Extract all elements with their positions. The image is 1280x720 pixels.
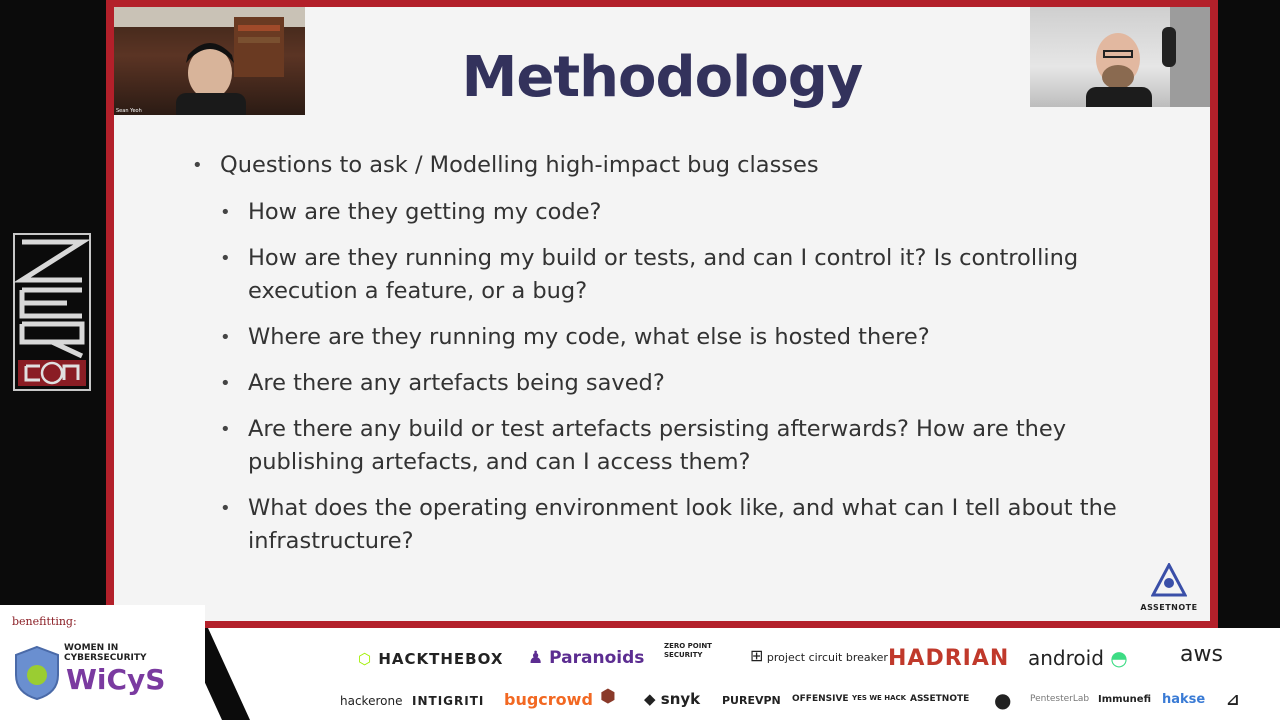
subbullet-item xyxy=(220,492,1152,558)
sponsor-label: HACKTHEBOX xyxy=(378,650,504,668)
sponsor-paranoids xyxy=(528,648,644,668)
sponsor-label: android xyxy=(1028,646,1104,670)
sponsor-label: snyk xyxy=(660,690,701,708)
slide-title: Methodology xyxy=(461,45,863,110)
bullet-list xyxy=(192,149,1152,571)
subbullet-text: Are there any build or test artefacts persisting afterwards? How are they publishing artefacts, and can I access them? xyxy=(248,416,1067,475)
sponsor-hackerone xyxy=(340,694,402,708)
bullet-dot-icon: • xyxy=(220,202,231,223)
sponsor-7a-icon: ⊿ xyxy=(1226,690,1240,709)
assetnote-triangle-icon xyxy=(1151,563,1187,597)
hackthebox-cube-icon: ⬡ xyxy=(358,650,373,668)
webcam-name-label: Sean Yeoh xyxy=(116,108,142,114)
circuit-breaker-icon: ⊞ xyxy=(750,646,764,665)
bullet-item xyxy=(192,149,1152,182)
sponsor-hadrian xyxy=(888,646,1009,671)
bullet-text: Questions to ask / Modelling high-impact bug classes xyxy=(220,152,819,178)
sponsor-figure-icon: ● xyxy=(994,688,1012,712)
wicys-logo-text: WiCyS xyxy=(66,663,166,696)
webcam-person-icon xyxy=(1030,7,1210,107)
sponsor-label: Paranoids xyxy=(549,648,645,668)
sponsor-aws xyxy=(1180,642,1223,667)
sponsor-label: Immunefi xyxy=(1098,694,1151,705)
paranoids-figure-icon: ♟ xyxy=(528,648,544,668)
wicys-shield-icon xyxy=(14,645,60,701)
right-dark-strip xyxy=(1218,0,1280,630)
sponsor-label: aws xyxy=(1180,642,1223,667)
benefitting-panel xyxy=(0,605,205,720)
subbullet-text: How are they running my build or tests, and can I control it? Is controlling execution a feature, or a bug? xyxy=(248,245,1079,304)
subbullet-item xyxy=(220,242,1152,308)
sponsor-snyk xyxy=(644,690,700,708)
sponsor-label: PUREVPN xyxy=(722,694,781,707)
assetnote-logo-text: ASSETNOTE xyxy=(1140,603,1198,612)
sponsor-label: bugcrowd xyxy=(504,690,593,709)
sponsor-pentesterlab xyxy=(1030,694,1089,704)
sponsor-label: INTIGRITI xyxy=(412,694,485,708)
sponsor-immunefi xyxy=(1098,694,1151,705)
subbullet-text: Are there any artefacts being saved? xyxy=(248,370,665,396)
sponsor-zeropoint xyxy=(664,642,716,660)
sponsor-label: YES WE HACK xyxy=(852,694,907,702)
sponsor-purevpn xyxy=(722,694,781,707)
subbullet-item xyxy=(220,196,1152,229)
sponsor-hakse xyxy=(1162,692,1205,707)
bullet-dot-icon: • xyxy=(192,155,203,176)
sponsor-circuit-breaker xyxy=(750,646,888,665)
subbullet-text: Where are they running my code, what else is hosted there? xyxy=(248,324,930,350)
sponsor-yeswehack xyxy=(852,694,906,702)
subbullet-item xyxy=(220,413,1152,479)
subbullet-text: What does the operating environment look like, and what can I tell about the infrastructure? xyxy=(248,495,1117,554)
sponsor-label: HADRIAN xyxy=(888,646,1010,671)
event-logo-icon xyxy=(12,232,92,392)
bullet-dot-icon: • xyxy=(220,419,231,440)
bullet-dot-icon: • xyxy=(220,248,231,269)
wicys-line2: CYBERSECURITY xyxy=(64,653,147,663)
sponsor-label: hackerone xyxy=(340,694,403,708)
sponsor-android xyxy=(1028,646,1128,670)
webcam-person-icon xyxy=(114,7,305,115)
bullet-dot-icon: • xyxy=(220,498,231,519)
webcam-right xyxy=(1030,7,1210,107)
snyk-dog-icon: ◆ xyxy=(644,690,656,708)
sponsor-intigriti xyxy=(412,694,484,708)
subbullet-item xyxy=(220,321,1152,354)
benefitting-label: benefitting: xyxy=(12,615,77,628)
sponsor-label: project circuit breaker xyxy=(766,651,888,664)
bullet-dot-icon: • xyxy=(220,373,231,394)
sponsor-label: PentesterLab xyxy=(1030,694,1090,704)
sponsor-label: OFFENSIVE xyxy=(792,694,849,704)
subbullet-text: How are they getting my code? xyxy=(248,199,602,225)
sponsor-label: ASSETNOTE xyxy=(910,694,970,704)
sponsor-label: ZERO POINT SECURITY xyxy=(664,642,712,659)
wicys-top-text xyxy=(64,643,147,663)
assetnote-logo xyxy=(1138,563,1200,615)
android-head-icon: ◓ xyxy=(1110,646,1128,670)
sponsor-hackthebox xyxy=(358,650,503,668)
sponsor-offensive xyxy=(792,694,849,704)
sponsor-badge-icon: ⬢ xyxy=(600,686,616,707)
sponsor-label: hakse xyxy=(1162,692,1206,707)
wicys-line1: WOMEN IN xyxy=(64,643,119,653)
sponsor-assetnote xyxy=(910,694,969,704)
bullet-dot-icon: • xyxy=(220,327,231,348)
webcam-left xyxy=(114,7,305,115)
subbullet-item xyxy=(220,367,1152,400)
left-brand-strip xyxy=(0,0,106,610)
sponsor-bugcrowd xyxy=(504,690,593,709)
